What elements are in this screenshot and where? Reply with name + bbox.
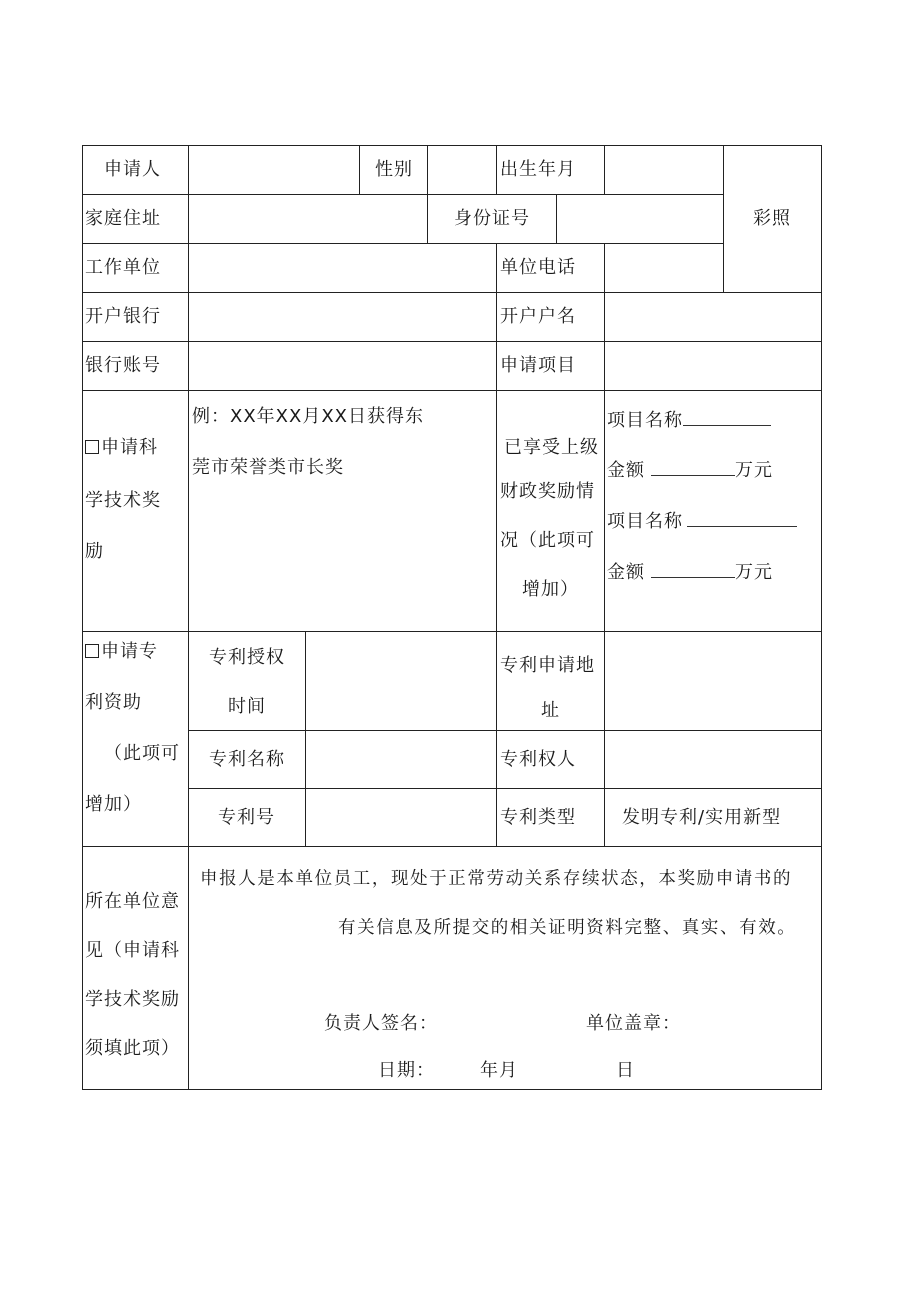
science-award-label-line: 励: [85, 541, 104, 562]
account-name-input[interactable]: [605, 293, 821, 341]
label-patent-apply-address-line: 专利申请地: [500, 655, 595, 676]
apply-project-input[interactable]: [605, 342, 821, 390]
patent-option[interactable]: 申请专: [85, 640, 158, 664]
label-patent-apply-address-line: 址: [541, 700, 560, 721]
project-name-blank-2[interactable]: [687, 508, 797, 527]
gender-input[interactable]: [428, 146, 496, 194]
enjoyed-award-label-line: 财政奖励情: [500, 481, 595, 502]
patent-type-value[interactable]: 发明专利/实用新型: [622, 807, 782, 828]
label-id-number: 身份证号: [454, 208, 530, 229]
date-label: 日期：: [378, 1060, 435, 1081]
patent-checkbox[interactable]: [85, 644, 99, 658]
label-patent-number: 专利号: [218, 807, 275, 828]
label-photo: 彩照: [753, 208, 791, 229]
unit-opinion-label-line: 所在单位意: [85, 891, 180, 912]
amount-row-1: 金额 万元: [607, 457, 773, 483]
amount-row-2: 金额 万元: [607, 559, 773, 585]
patent-label-line: （此项可: [104, 743, 180, 764]
label-applicant: 申请人: [104, 159, 161, 180]
enjoyed-award-label-line: 况（此项可: [500, 530, 595, 551]
col-divider: [359, 145, 360, 194]
photo-area[interactable]: [724, 146, 821, 292]
unit-opinion-statement-line: 有关信息及所提交的相关证明资料完整、真实、有效。: [338, 918, 797, 938]
label-bank: 开户银行: [85, 306, 161, 327]
science-award-example-line: 例：XX年XX月XX日获得东: [192, 406, 424, 427]
bank-input[interactable]: [189, 293, 496, 341]
patent-apply-address-input[interactable]: [605, 632, 821, 730]
unit-phone-input[interactable]: [605, 244, 723, 292]
label-apply-project: 申请项目: [500, 355, 576, 376]
patent-label-line: 增加）: [85, 794, 142, 815]
label-patent-grant-time-line: 专利授权: [209, 647, 285, 668]
label-patent-grant-time-line: 时间: [228, 696, 266, 717]
amount-blank-1[interactable]: [651, 457, 735, 476]
col-divider: [496, 145, 497, 194]
applicant-input[interactable]: [189, 146, 359, 194]
unit-opinion-label-line: 须填此项）: [85, 1038, 180, 1059]
table-border-right: [821, 145, 822, 1090]
row-divider: [82, 390, 822, 391]
enjoyed-award-label-line: 增加）: [522, 579, 579, 600]
col-divider: [427, 194, 428, 243]
patent-number-input[interactable]: [306, 789, 496, 846]
patent-label-line: 利资助: [85, 692, 142, 713]
table-border-bottom: [82, 1089, 822, 1090]
science-award-checkbox[interactable]: [85, 440, 99, 454]
id-number-input[interactable]: [557, 195, 723, 243]
amount-blank-2[interactable]: [651, 559, 735, 578]
application-form-table: [82, 145, 822, 1090]
birth-input[interactable]: [605, 146, 723, 194]
label-birth: 出生年月: [500, 159, 576, 180]
row-divider: [188, 788, 822, 789]
row-divider: [82, 846, 822, 847]
science-award-option[interactable]: 申请科: [85, 436, 158, 460]
project-name-row-1: 项目名称: [607, 407, 771, 433]
signature-label: 负责人签名：: [324, 1013, 438, 1034]
science-award-label-line: 学技术奖: [85, 490, 161, 511]
patent-grant-time-input[interactable]: [306, 632, 496, 730]
unit-opinion-label-line: 见（申请科: [85, 940, 180, 961]
label-bank-account: 银行账号: [85, 355, 161, 376]
label-address: 家庭住址: [85, 208, 161, 229]
label-patent-owner: 专利权人: [500, 749, 576, 770]
patent-owner-input[interactable]: [605, 731, 821, 788]
label-patent-type: 专利类型: [500, 807, 576, 828]
label-account-name: 开户户名: [500, 306, 576, 327]
table-border-left: [82, 145, 83, 1090]
label-gender: 性别: [375, 159, 413, 180]
seal-label: 单位盖章：: [586, 1013, 681, 1034]
enjoyed-award-label-line: 已享受上级: [504, 437, 599, 458]
bank-account-input[interactable]: [189, 342, 496, 390]
address-input[interactable]: [189, 195, 427, 243]
project-name-blank-1[interactable]: [683, 407, 771, 426]
date-day: 日: [616, 1060, 635, 1081]
project-name-row-2: 项目名称: [607, 508, 797, 534]
label-work-unit: 工作单位: [85, 257, 161, 278]
work-unit-input[interactable]: [189, 244, 496, 292]
label-unit-phone: 单位电话: [500, 257, 576, 278]
unit-opinion-statement-line: 申报人是本单位员工，现处于正常劳动关系存续状态，本奖励申请书的: [200, 869, 793, 889]
unit-opinion-label-line: 学技术奖励: [85, 989, 180, 1010]
col-divider: [496, 243, 497, 846]
label-patent-name: 专利名称: [209, 749, 285, 770]
patent-name-input[interactable]: [306, 731, 496, 788]
science-award-example-line: 莞市荣誉类市长奖: [192, 457, 344, 478]
date-year-month: 年月: [480, 1060, 518, 1081]
